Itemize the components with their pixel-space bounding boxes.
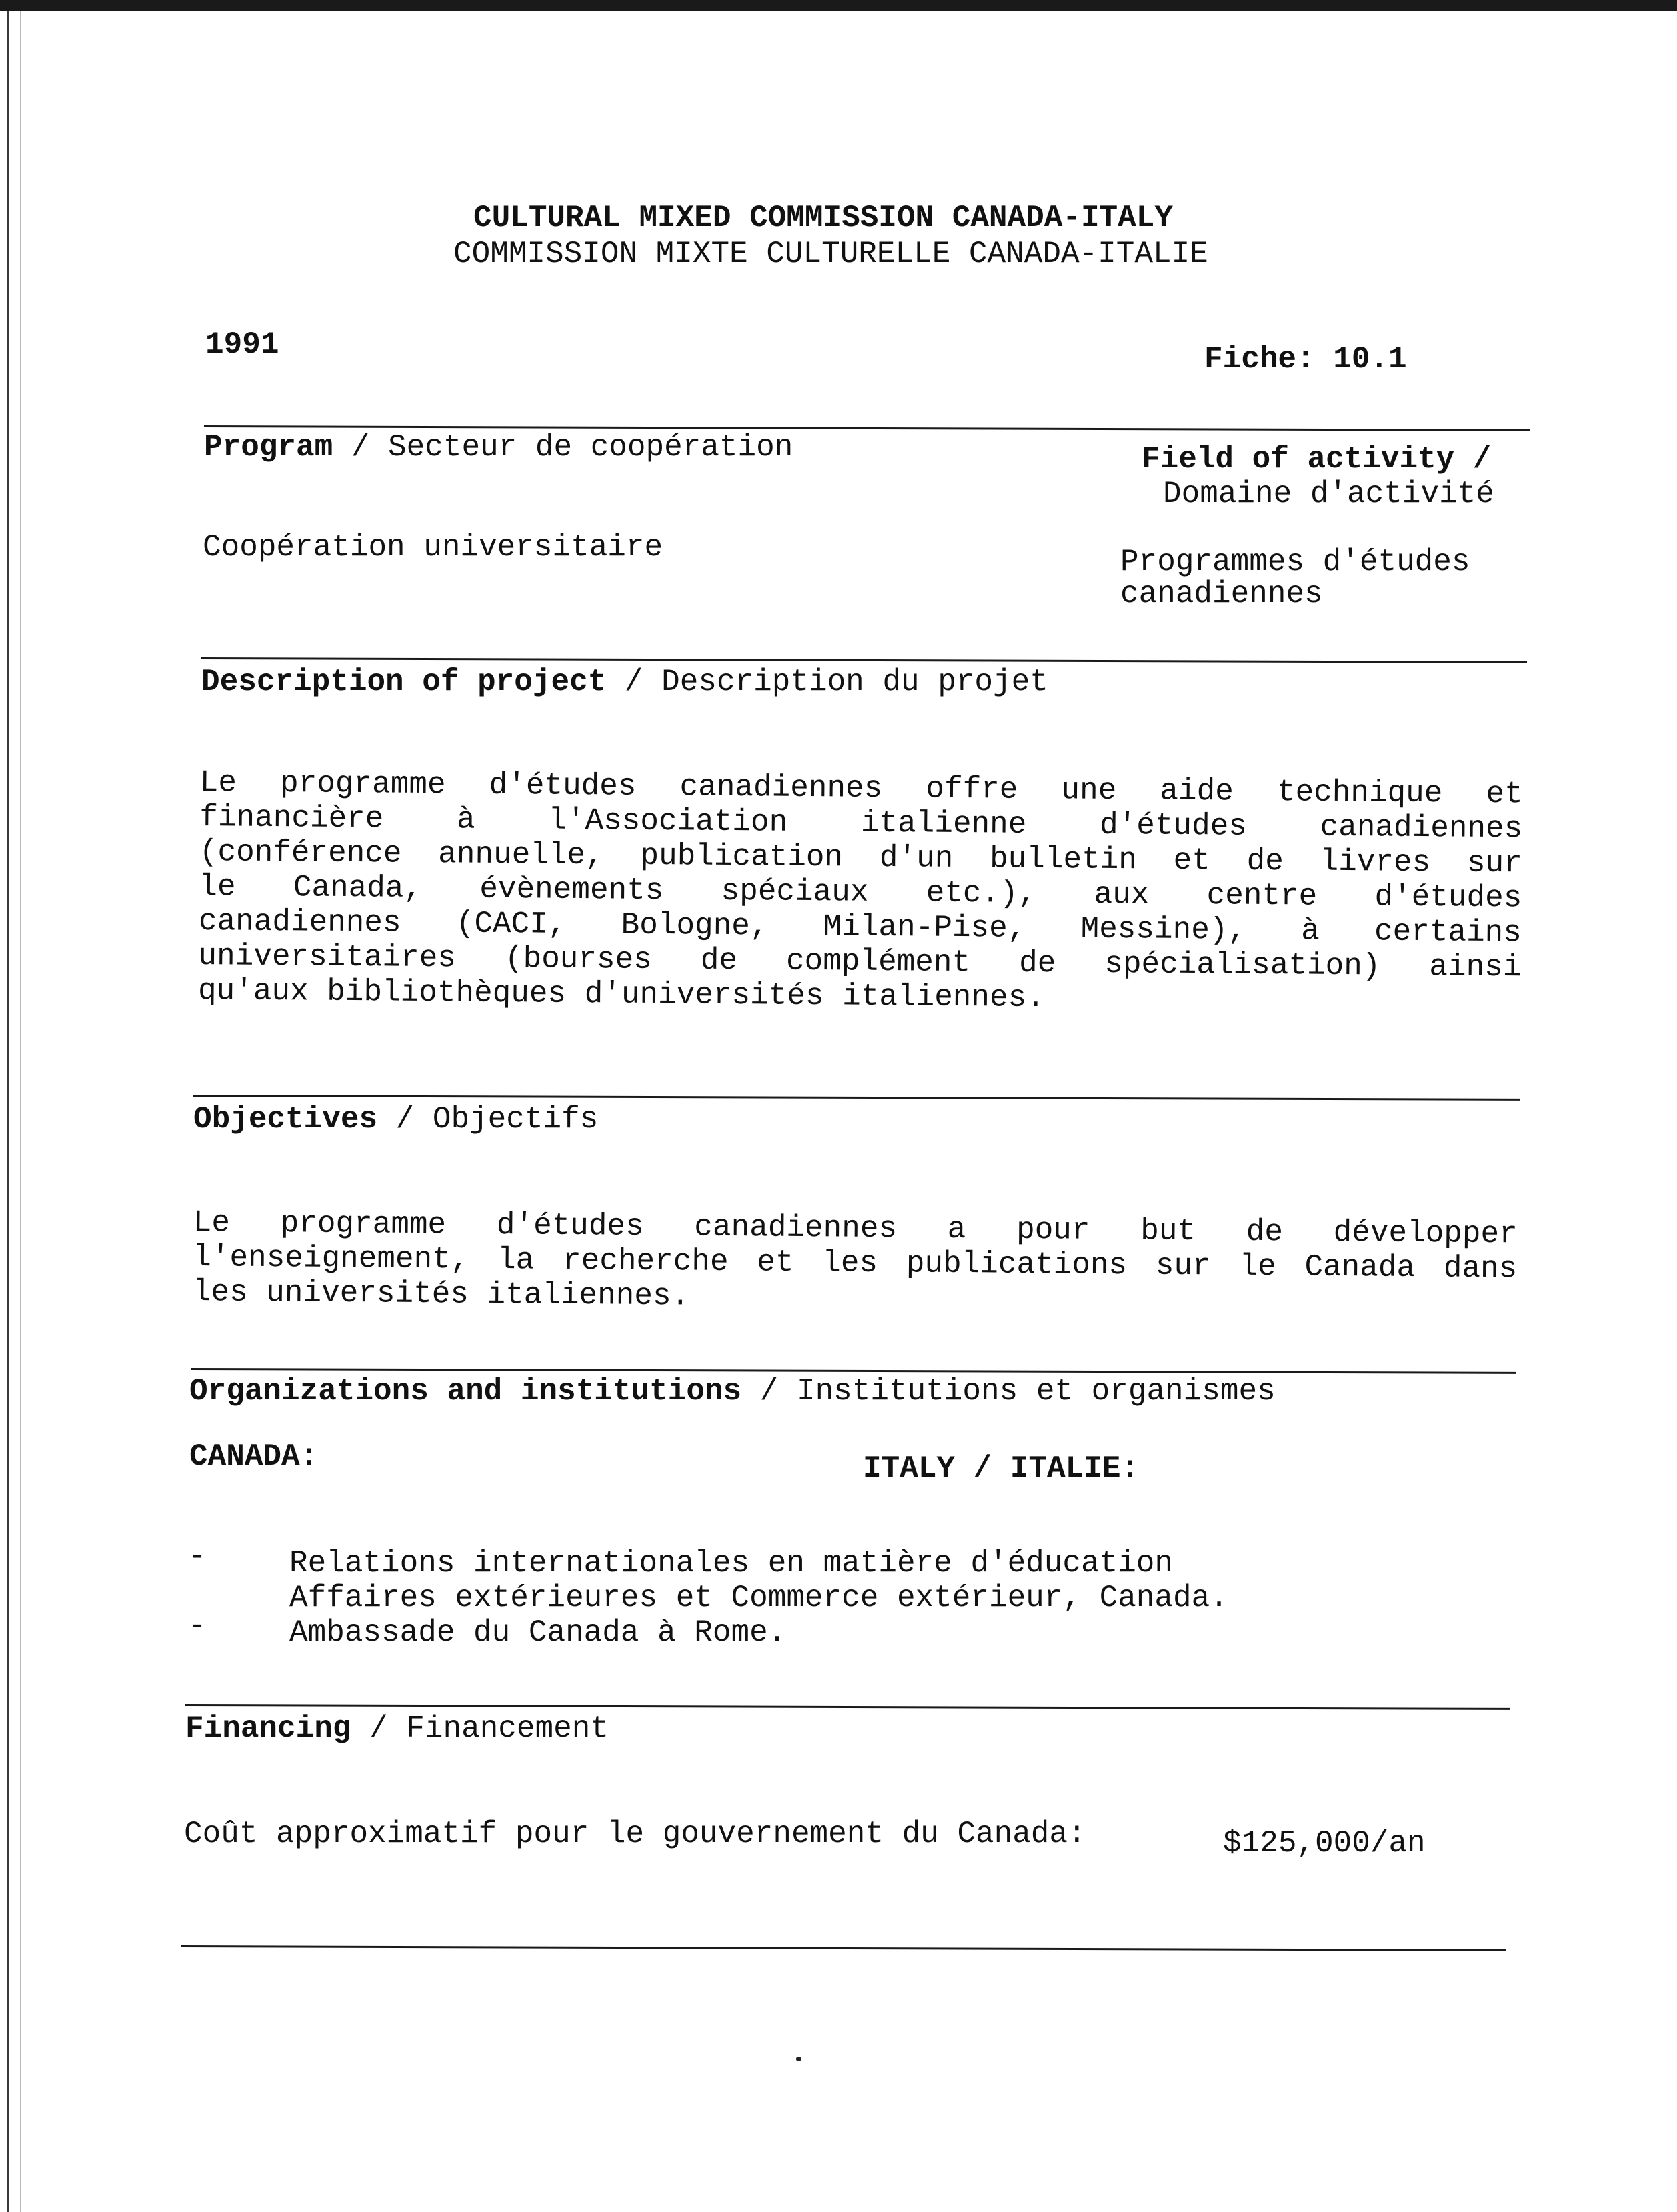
program-label-fr: / Secteur de coopération bbox=[351, 430, 793, 465]
org-item-line: Relations internationales en matière d'éducation bbox=[289, 1546, 1174, 1581]
italy-label: ITALY / ITALIE: bbox=[863, 1451, 1140, 1486]
title-french: COMMISSION MIXTE CULTURELLE CANADA-ITALIE bbox=[453, 237, 1208, 271]
description-label-en: Description of project bbox=[201, 665, 607, 699]
scan-border-left bbox=[7, 11, 9, 2212]
financing-label-en: Financing bbox=[185, 1711, 351, 1746]
program-value: Coopération universitaire bbox=[203, 530, 663, 565]
objectives-label-fr: / Objectifs bbox=[395, 1102, 599, 1137]
field-label-fr: Domaine d'activité bbox=[1163, 477, 1494, 511]
objectives-heading bbox=[193, 1104, 598, 1135]
program-heading bbox=[204, 432, 793, 463]
objectives-line: les universités italiennes. bbox=[192, 1274, 690, 1314]
section-rule-bottom bbox=[181, 1945, 1506, 1951]
organizations-label-en: Organizations and institutions bbox=[189, 1374, 742, 1409]
objectives-label-en: Objectives bbox=[193, 1102, 378, 1137]
objectives-line: l'enseignement, la recherche et les publications sur le Canada dans bbox=[193, 1239, 1518, 1287]
description-line: canadiennes (CACI, Bologne, Milan-Pise, Messine), à certains bbox=[198, 903, 1522, 951]
description-line: universitaires (bourses de complément de spécialisation) ainsi bbox=[198, 938, 1522, 985]
financing-label-fr: / Financement bbox=[369, 1711, 609, 1746]
scan-border-left-faint bbox=[20, 11, 21, 2212]
canada-label: CANADA: bbox=[189, 1439, 319, 1474]
title-english: CULTURAL MIXED COMMISSION CANADA-ITALY bbox=[473, 201, 1173, 235]
org-item-line: Ambassade du Canada à Rome. bbox=[289, 1615, 787, 1650]
organizations-heading bbox=[189, 1376, 1276, 1407]
list-bullet: - bbox=[188, 1609, 207, 1643]
description-paragraph bbox=[198, 765, 1523, 1019]
scan-border-top bbox=[0, 0, 1677, 11]
description-line: financière à l'Association italienne d'études canadiennes bbox=[199, 799, 1523, 847]
field-value-line1: Programmes d'études bbox=[1120, 545, 1470, 579]
section-rule-objectives bbox=[193, 1095, 1520, 1101]
description-heading bbox=[201, 667, 1048, 697]
description-line: (conférence annuelle, publication d'un bulletin et de livres sur bbox=[199, 834, 1523, 881]
organizations-label-fr: / Institutions et organismes bbox=[759, 1374, 1276, 1409]
field-value-line2: canadiennes bbox=[1120, 577, 1323, 611]
scan-speck bbox=[796, 2057, 801, 2061]
description-label-fr: / Description du projet bbox=[624, 665, 1048, 699]
cost-label: Coût approximatif pour le gouvernement du Canada: bbox=[184, 1817, 1086, 1851]
section-rule-description bbox=[201, 657, 1527, 663]
fiche-number: Fiche: 10.1 bbox=[1204, 342, 1407, 377]
financing-heading bbox=[185, 1713, 609, 1744]
objectives-paragraph bbox=[193, 1205, 1518, 1321]
description-line: Le programme d'études canadiennes offre une aide technique et bbox=[199, 765, 1523, 812]
description-line: le Canada, évènements spéciaux etc.), aux centre d'études bbox=[199, 869, 1522, 916]
section-rule-financing bbox=[185, 1704, 1510, 1710]
org-item-line: Affaires extérieures et Commerce extérieur, Canada. bbox=[289, 1581, 1228, 1615]
list-bullet: - bbox=[188, 1539, 207, 1574]
field-label-en: Field of activity / bbox=[1142, 442, 1492, 477]
section-rule-organizations bbox=[191, 1368, 1516, 1374]
cost-value: $125,000/an bbox=[1223, 1826, 1426, 1861]
description-line: qu'aux bibliothèques d'universités italiennes. bbox=[197, 973, 1046, 1016]
objectives-line: Le programme d'études canadiennes a pour but de développer bbox=[193, 1205, 1518, 1252]
year: 1991 bbox=[205, 327, 279, 362]
program-label-en: Program bbox=[204, 430, 333, 465]
